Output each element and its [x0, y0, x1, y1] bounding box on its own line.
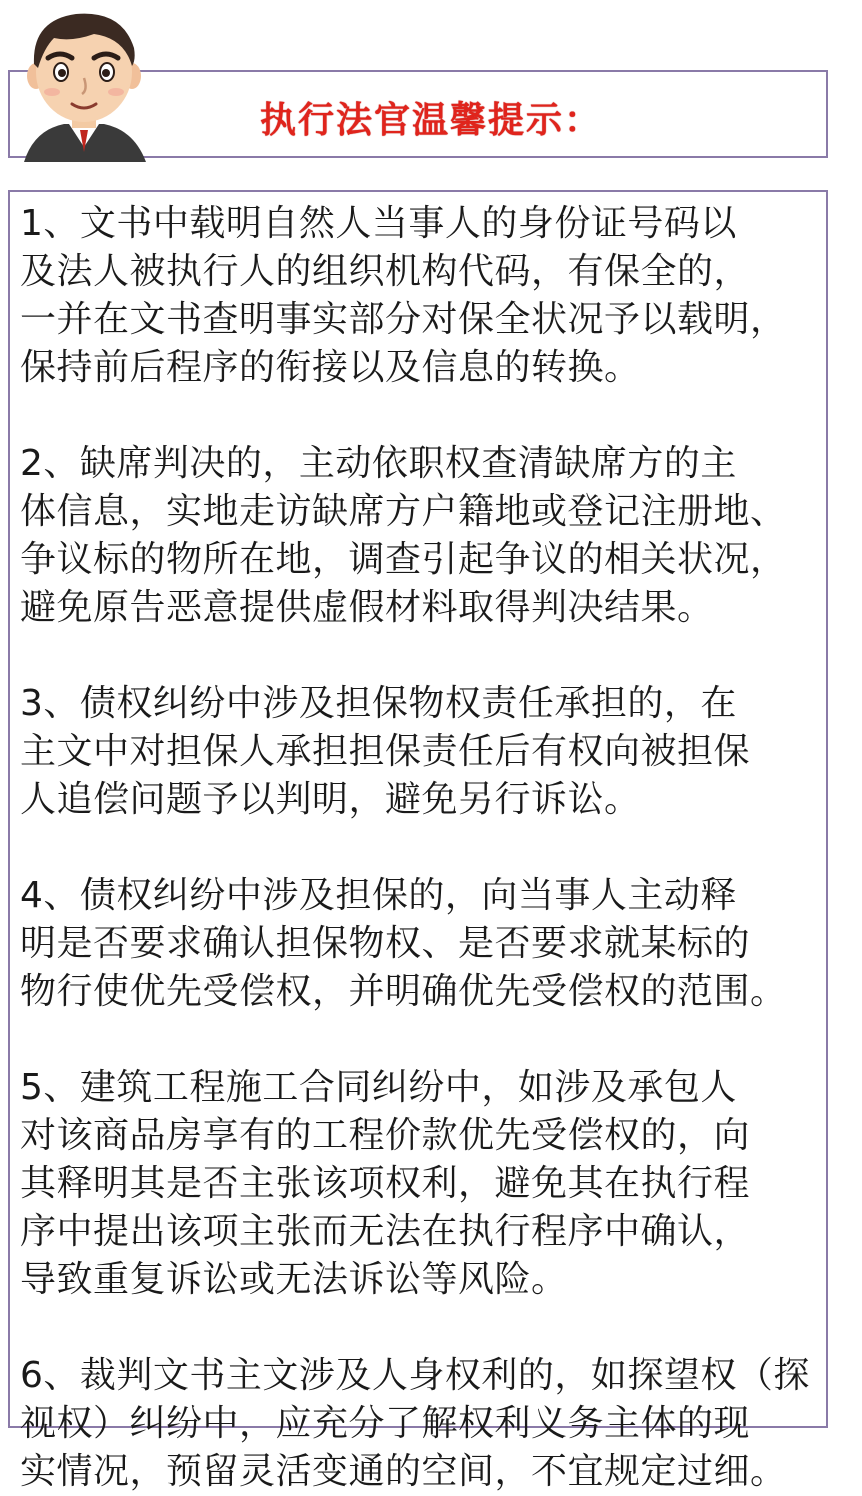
tip-item-5: 5、建筑工程施工合同纠纷中，如涉及承包人 对该商品房享有的工程价款优先受偿权的，向 其释明其是否主张该项权利，避免其在执行程 序中提出该项主张而无法在执行程序中确认， 导致重复诉讼或无法诉讼等风险。	[20, 1067, 751, 1300]
tips-panel	[8, 190, 828, 1492]
tip-item-1: 1、文书中载明自然人当事人的身份证号码以 及法人被执行人的组织机构代码，有保全的， 一并在文书查明事实部分对保全状况予以载明， 保持前后程序的衔接以及信息的转换。	[20, 203, 787, 388]
tip-item-4: 4、债权纠纷中涉及担保的，向当事人主动释 明是否要求确认担保物权、是否要求就某标的 物行使优先受偿权，并明确优先受偿权的范围。	[20, 875, 787, 1012]
header-title: 执行法官温馨提示：	[260, 100, 603, 141]
judge-avatar-icon	[14, 2, 154, 162]
tip-item-3: 3、债权纠纷中涉及担保物权责任承担的，在 主文中对担保人承担担保责任后有权向被担保 人追偿问题予以判明，避免另行诉讼。	[20, 683, 751, 820]
tip-item-2: 2、缺席判决的，主动依职权查清缺席方的主 体信息，实地走访缺席方户籍地或登记注册地、 争议标的物所在地，调查引起争议的相关状况， 避免原告恶意提供虚假材料取得判决结果。	[20, 443, 787, 628]
tip-item-6: 6、裁判文书主文涉及人身权利的，如探望权（探 视权）纠纷中，应充分了解权利义务主体的现 实情况，预留灵活变通的空间，不宜规定过细。	[20, 1355, 810, 1492]
